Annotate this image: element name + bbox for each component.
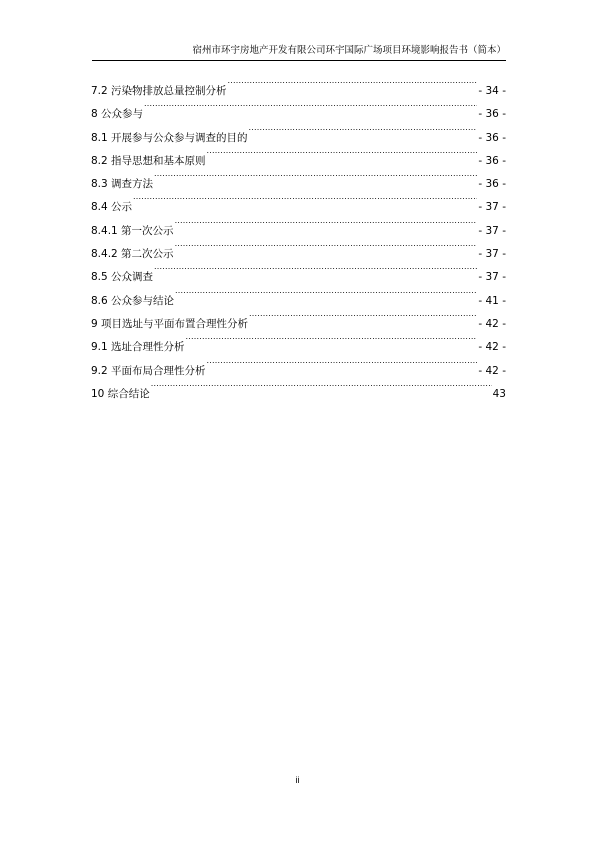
toc-dot-leader — [249, 121, 478, 141]
toc-entry-title: 8.6 公众参与结论 — [91, 294, 175, 307]
toc-dot-leader — [154, 260, 477, 280]
toc-entry-page: - 34 - — [478, 85, 506, 97]
toc-entry[interactable] — [91, 121, 506, 144]
toc-entry[interactable] — [91, 214, 506, 237]
toc-entry[interactable] — [91, 260, 506, 283]
toc-entry[interactable] — [91, 74, 506, 97]
page-number: ii — [295, 775, 300, 785]
toc-entry-page: - 37 - — [478, 201, 506, 214]
toc-entry-page: - 41 - — [478, 294, 506, 307]
toc-dot-leader — [228, 74, 478, 94]
table-of-contents — [91, 74, 506, 400]
toc-entry-page: - 36 - — [478, 131, 506, 144]
toc-dot-leader — [175, 237, 478, 257]
toc-dot-leader — [175, 284, 477, 304]
toc-entry-title: 8.1 开展参与公众参与调查的目的 — [91, 131, 248, 144]
toc-entry[interactable] — [91, 97, 506, 120]
toc-entry-title: 8.4.2 第二次公示 — [91, 248, 174, 261]
toc-entry-page: - 36 - — [478, 154, 506, 167]
toc-entry-page: - 42 - — [478, 341, 506, 354]
toc-dot-leader — [207, 144, 478, 164]
toc-entry-page: - 36 - — [478, 108, 506, 121]
toc-entry-title: 9.1 选址合理性分析 — [91, 341, 185, 354]
toc-dot-leader — [154, 167, 477, 187]
toc-dot-leader — [186, 330, 478, 350]
toc-entry-page: - 42 - — [478, 364, 506, 377]
toc-entry-page: - 37 - — [478, 224, 506, 237]
toc-entry[interactable] — [91, 284, 506, 307]
toc-entry-title: 9.2 平面布局合理性分析 — [91, 364, 206, 377]
header-rule — [92, 60, 506, 61]
toc-entry-title: 8.3 调查方法 — [91, 178, 154, 191]
toc-entry-title: 8.4 公示 — [91, 201, 133, 214]
toc-entry-title: 8.5 公众调查 — [91, 271, 154, 284]
toc-dot-leader — [133, 190, 477, 210]
toc-entry-title: 7.2 污染物排放总量控制分析 — [91, 85, 227, 97]
toc-entry[interactable] — [91, 167, 506, 190]
toc-entry-page: 43 — [492, 387, 506, 400]
toc-dot-leader — [249, 307, 477, 327]
toc-entry-page: - 36 - — [478, 178, 506, 191]
toc-dot-leader — [151, 377, 492, 397]
toc-entry-title: 9 项目选址与平面布置合理性分析 — [91, 317, 249, 330]
toc-dot-leader — [175, 214, 478, 234]
toc-entry[interactable] — [91, 190, 506, 213]
toc-entry-title: 8.4.1 第一次公示 — [91, 224, 174, 237]
toc-dot-leader — [144, 97, 477, 117]
toc-entry-title: 8.2 指导思想和基本原则 — [91, 154, 206, 167]
toc-entry-page: - 37 - — [478, 248, 506, 261]
toc-entry-title: 8 公众参与 — [91, 108, 144, 121]
toc-entry-title: 10 综合结论 — [91, 387, 150, 400]
page-header: 宿州市环宇房地产开发有限公司环宇国际广场项目环境影响报告书（简本） — [192, 45, 506, 56]
toc-entry-page: - 37 - — [478, 271, 506, 284]
toc-dot-leader — [207, 354, 478, 374]
toc-entry[interactable] — [91, 377, 506, 400]
toc-entry-page: - 42 - — [478, 317, 506, 330]
